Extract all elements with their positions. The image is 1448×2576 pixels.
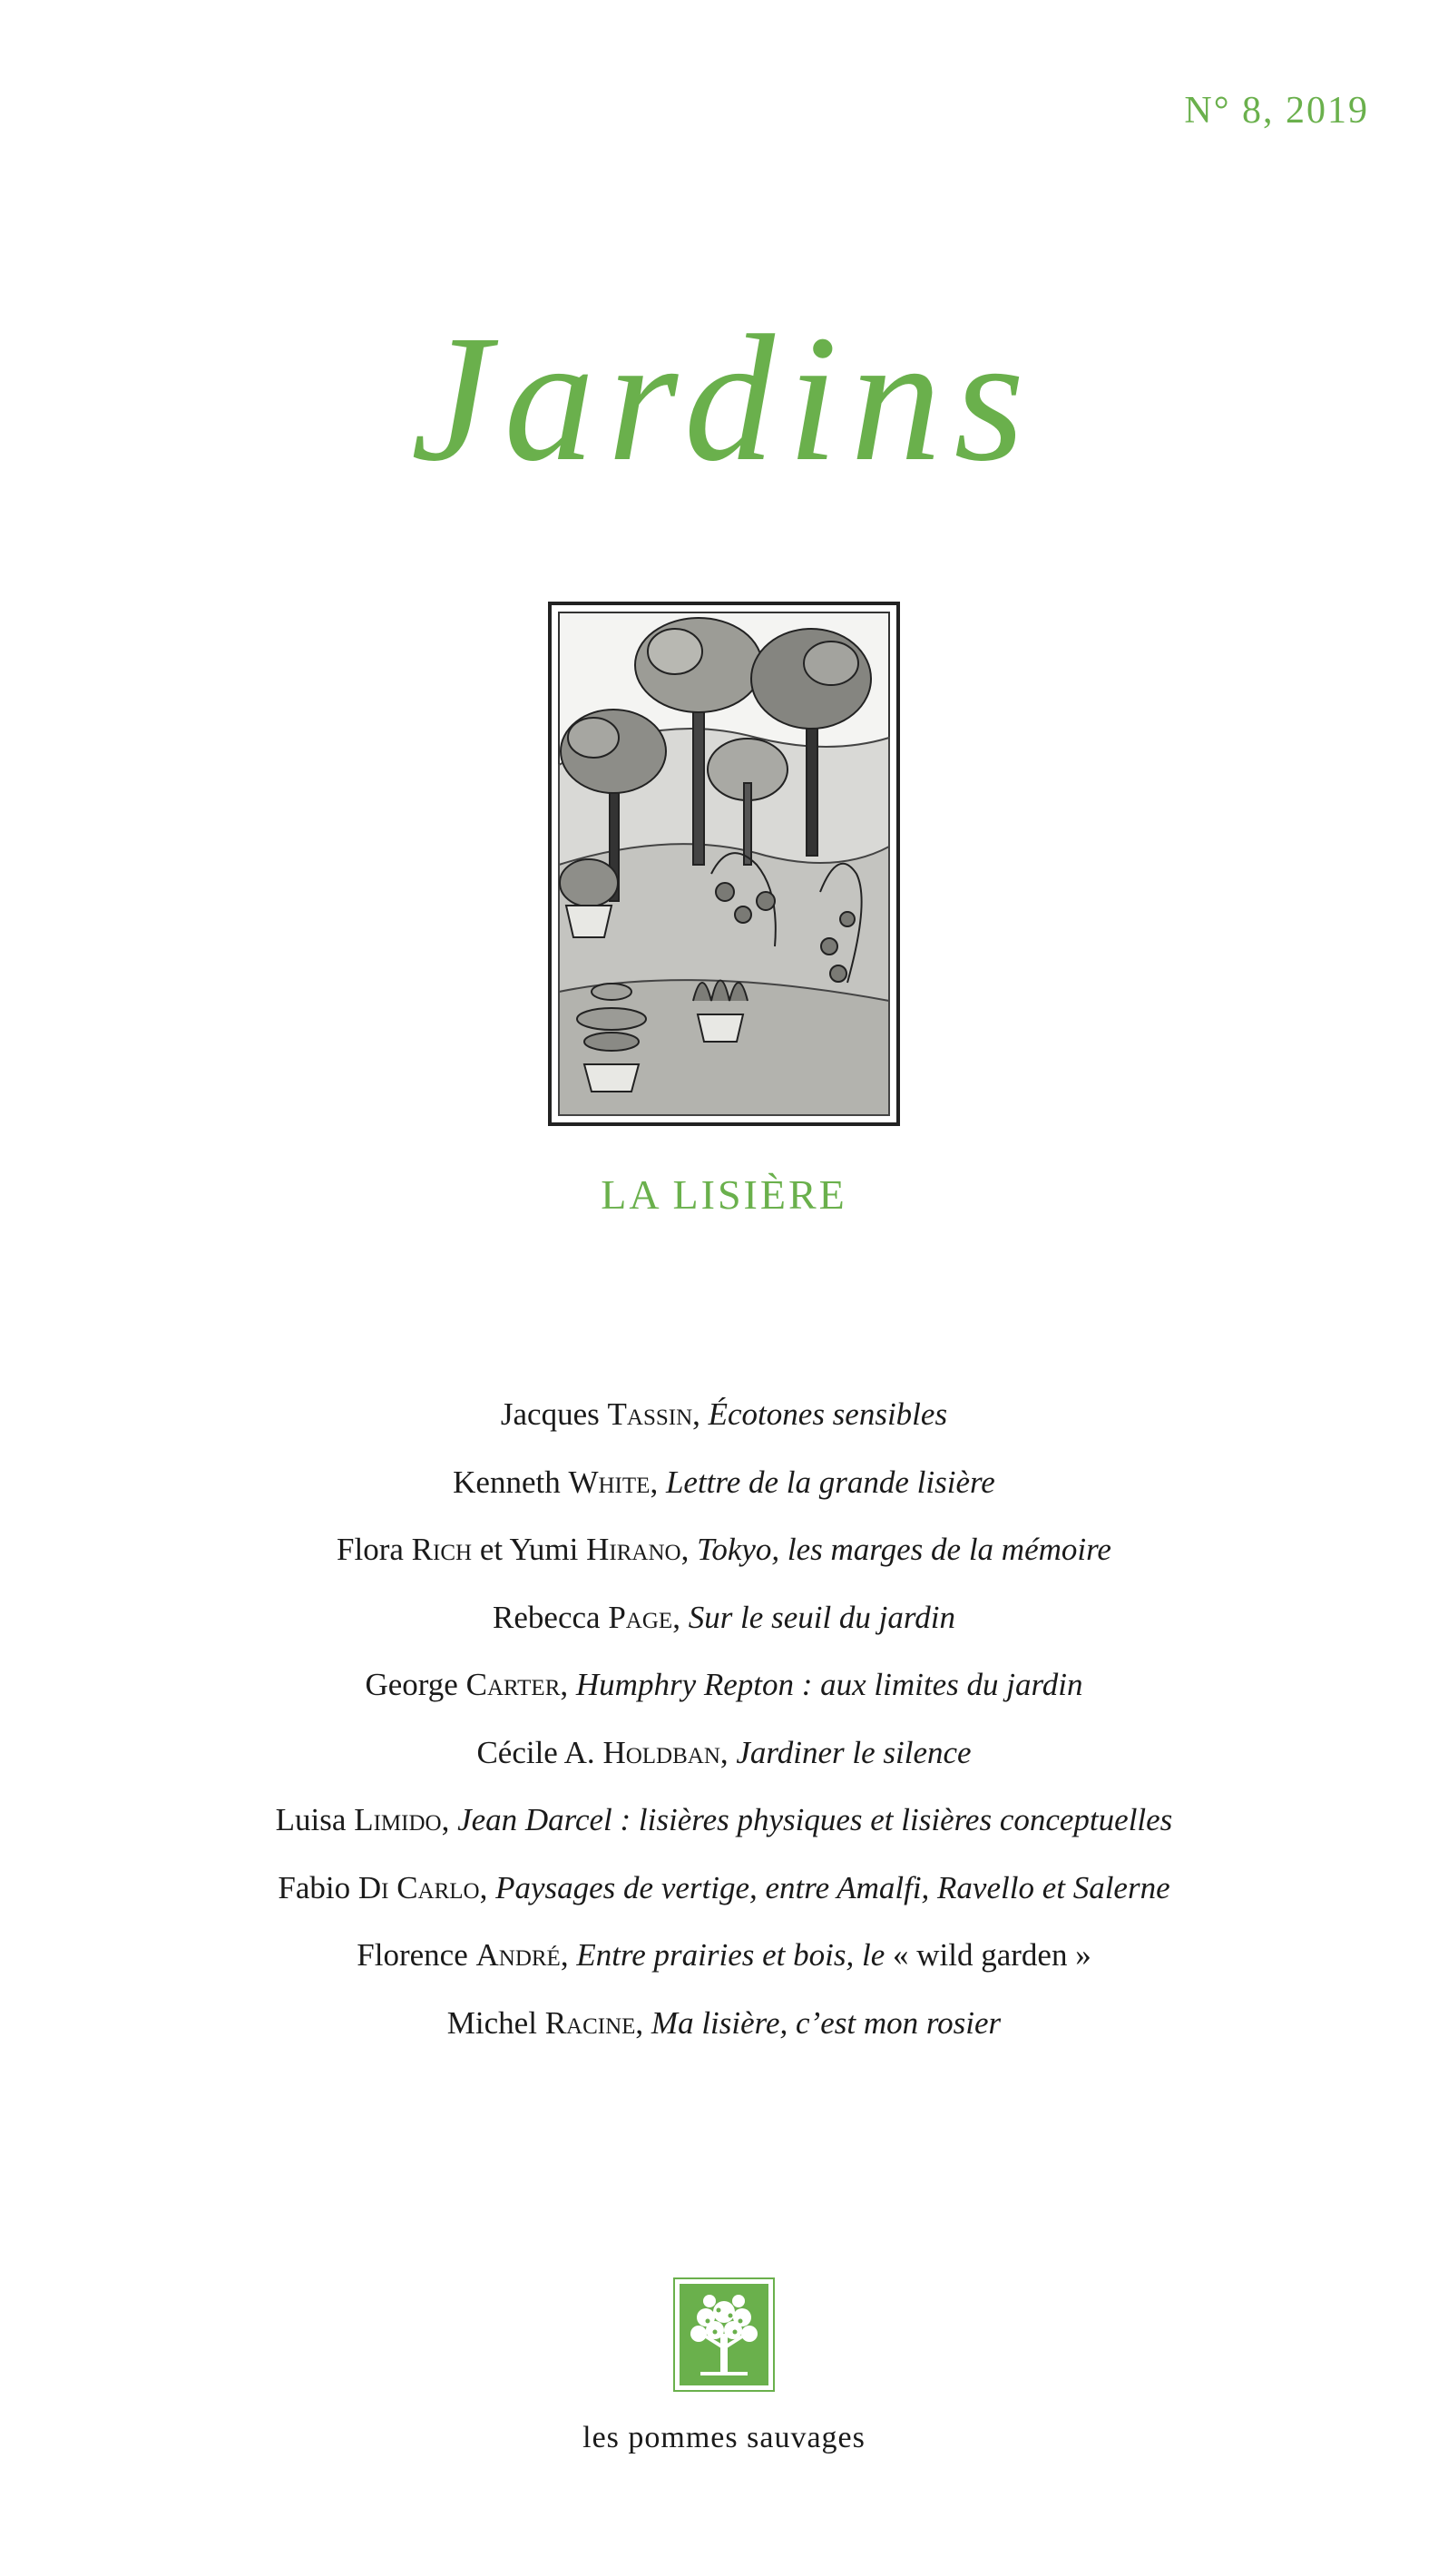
issue-number: N° 8, 2019	[1184, 90, 1369, 132]
author-surname: Carter	[465, 1667, 561, 1702]
author-surname: Holdban	[602, 1734, 720, 1770]
contents-entry: Cécile A. Holdban, Jardiner le silence	[476, 1734, 972, 1770]
article-title: Écotones sensibles	[708, 1396, 948, 1432]
contents-entry: Fabio Di Carlo, Paysages de vertige, entre Amalfi, Ravello et Salerne	[278, 1869, 1170, 1905]
issue-theme: LA LISIÈRE	[601, 1171, 847, 1218]
contents-entry: George Carter, Humphry Repton : aux limites du jardin	[365, 1667, 1083, 1702]
author-first-name: Fabio	[278, 1869, 351, 1905]
author-surname: Racine	[544, 2004, 636, 2041]
article-title: Sur le seuil du jardin	[688, 1599, 955, 1635]
author-first-name: Kenneth	[453, 1464, 561, 1500]
journal-title: Jardins	[410, 299, 1038, 499]
author-surname: Tassin	[607, 1396, 693, 1432]
author-first-name: Luisa	[275, 1802, 347, 1837]
author-surname: Page	[608, 1599, 673, 1635]
table-of-contents	[0, 1392, 1448, 2068]
article-title: Paysages de vertige, entre Amalfi, Ravello et Salerne	[495, 1869, 1170, 1905]
author-surname: André	[475, 1937, 561, 1973]
article-title: Jean Darcel : lisières physiques et lisières conceptuelles	[457, 1802, 1173, 1837]
article-title: Entre prairies et bois, le	[576, 1937, 885, 1973]
author-first-name: Rebecca	[493, 1599, 601, 1635]
contents-entry: Rebecca Page, Sur le seuil du jardin	[493, 1599, 955, 1635]
article-title: Jardiner le silence	[736, 1734, 972, 1770]
author-surname: Rich	[411, 1532, 473, 1567]
author-connector: et Yumi	[472, 1532, 587, 1567]
article-title: Humphry Repton : aux limites du jardin	[575, 1667, 1083, 1702]
author-surname: Di Carlo	[357, 1869, 480, 1905]
author-first-name: Flora	[337, 1532, 404, 1567]
author-first-name: George	[365, 1667, 458, 1702]
article-title: Ma lisière, c’est mon rosier	[651, 2004, 1002, 2041]
article-title: Lettre de la grande lisière	[665, 1464, 995, 1500]
article-title: Tokyo, les marges de la mémoire	[697, 1532, 1111, 1567]
author-first-name: Florence	[357, 1937, 468, 1973]
author-first-name: Jacques	[500, 1396, 600, 1432]
contents-entry: Kenneth White, Lettre de la grande lisière	[453, 1464, 995, 1500]
author-first-name: Michel	[446, 2004, 537, 2041]
author-surname: Limido	[354, 1802, 442, 1837]
contents-entry: Michel Racine, Ma lisière, c’est mon rosier	[446, 2004, 1002, 2041]
contents-entry: Florence André, Entre prairies et bois, le « wild garden »	[357, 1937, 1091, 1973]
contents-entry: Luisa Limido, Jean Darcel : lisières physiques et lisières conceptuelles	[275, 1802, 1173, 1837]
article-title-tail: « wild garden »	[885, 1937, 1091, 1973]
contents-entry: Jacques Tassin, Écotones sensibles	[500, 1396, 948, 1432]
author-surname: White	[568, 1464, 651, 1500]
publisher-tree-logo	[673, 2277, 775, 2392]
contents-entry: Flora Rich et Yumi Hirano, Tokyo, les marges de la mémoire	[337, 1532, 1111, 1567]
author-surname-second: Hirano	[586, 1532, 681, 1567]
author-first-name: Cécile A.	[476, 1734, 595, 1770]
woodcut-garden-illustration	[548, 602, 900, 1126]
publisher-name: les pommes sauvages	[582, 2421, 866, 2454]
